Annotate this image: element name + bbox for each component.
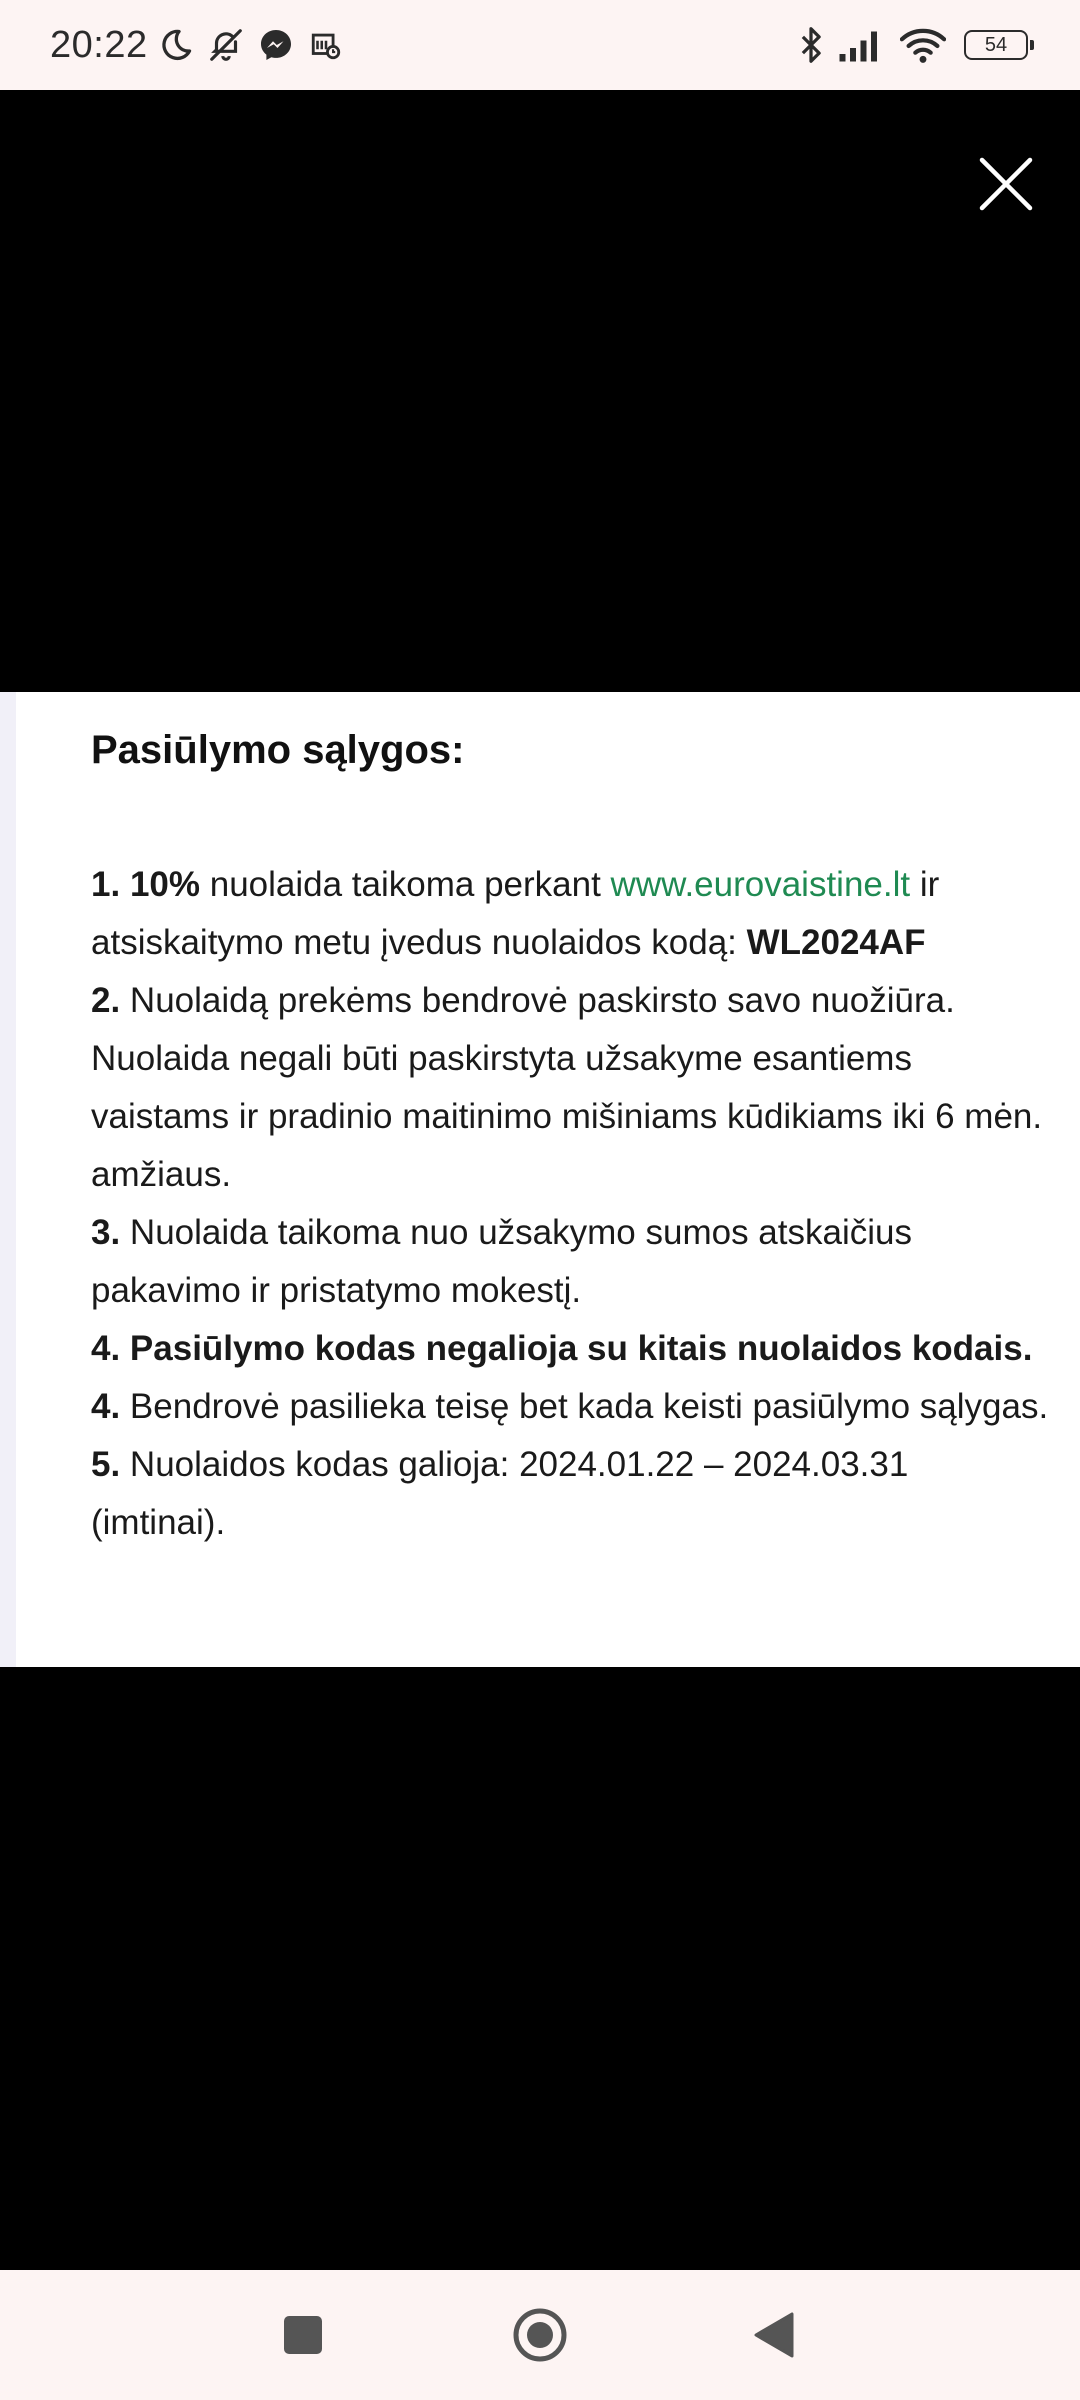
terms-item-4 (91, 1378, 1051, 1436)
back-triangle-icon (752, 2311, 796, 2359)
home-circle-icon (512, 2307, 568, 2363)
discount-percent: 10% (129, 865, 200, 904)
terms-item-2 (91, 972, 1051, 1204)
terms-panel (0, 692, 1080, 1667)
item-text: Nuolaida taikoma nuo užsakymo sumos atskaičius pakavimo ir pristatymo mokestį. (91, 1213, 912, 1310)
store-link[interactable]: www.eurovaistine.lt (610, 865, 911, 904)
wifi-icon (900, 25, 946, 65)
moon-icon (154, 23, 198, 67)
terms-item-5 (91, 1436, 1051, 1552)
item-text: Nuolaidos kodas galioja: 2024.01.22 – 2024.03.31 (imtinai). (91, 1445, 909, 1542)
item-text: nuolaida taikoma perkant (200, 865, 611, 904)
square-icon (283, 2315, 323, 2355)
item-number: 5. (91, 1445, 121, 1484)
item-number: 4. (91, 1329, 121, 1368)
battery-indicator: 54 (964, 30, 1028, 60)
item-text: Bendrovė pasilieka teisę bet kada keisti pasiūlymo sąlygas. (120, 1387, 1049, 1426)
messenger-icon (254, 23, 298, 67)
panel-edge-strip (0, 692, 16, 1667)
terms-list (91, 856, 1051, 1552)
close-button[interactable] (970, 148, 1042, 220)
calendar-clock-icon (304, 23, 348, 67)
item-number: 2. (91, 981, 121, 1020)
item-number: 1. (91, 865, 121, 904)
item-number: 4. (91, 1387, 121, 1426)
terms-item-1 (91, 856, 1051, 972)
discount-code: WL2024AF (746, 923, 926, 962)
terms-title: Pasiūlymo sąlygos: (91, 728, 465, 772)
bell-off-icon (204, 23, 248, 67)
terms-item-4-bold (91, 1320, 1051, 1378)
back-button[interactable] (724, 2270, 824, 2400)
item-text: Pasiūlymo kodas negalioja su kitais nuolaidos kodais. (120, 1329, 1033, 1368)
item-text: ir atsiskaitymo metu įvedus nuolaidos kodą: (91, 865, 940, 962)
navigation-bar (0, 2270, 1080, 2400)
terms-item-3 (91, 1204, 1051, 1320)
status-time: 20:22 (50, 23, 148, 66)
status-left (50, 0, 354, 90)
status-bar (0, 0, 1080, 90)
close-icon (976, 154, 1036, 214)
item-number: 3. (91, 1213, 121, 1252)
recents-button[interactable] (253, 2270, 353, 2400)
item-text: Nuolaidą prekėms bendrovė paskirsto savo nuožiūra. Nuolaida negali būti paskirstyta užsakyme esantiems vaistams ir pradinio maitinimo mišiniams kūdikiams iki 6 mėn. amžiaus. (91, 981, 1043, 1194)
signal-icon (838, 27, 886, 63)
home-button[interactable] (490, 2270, 590, 2400)
bluetooth-icon (798, 25, 824, 65)
status-right (784, 0, 1028, 90)
